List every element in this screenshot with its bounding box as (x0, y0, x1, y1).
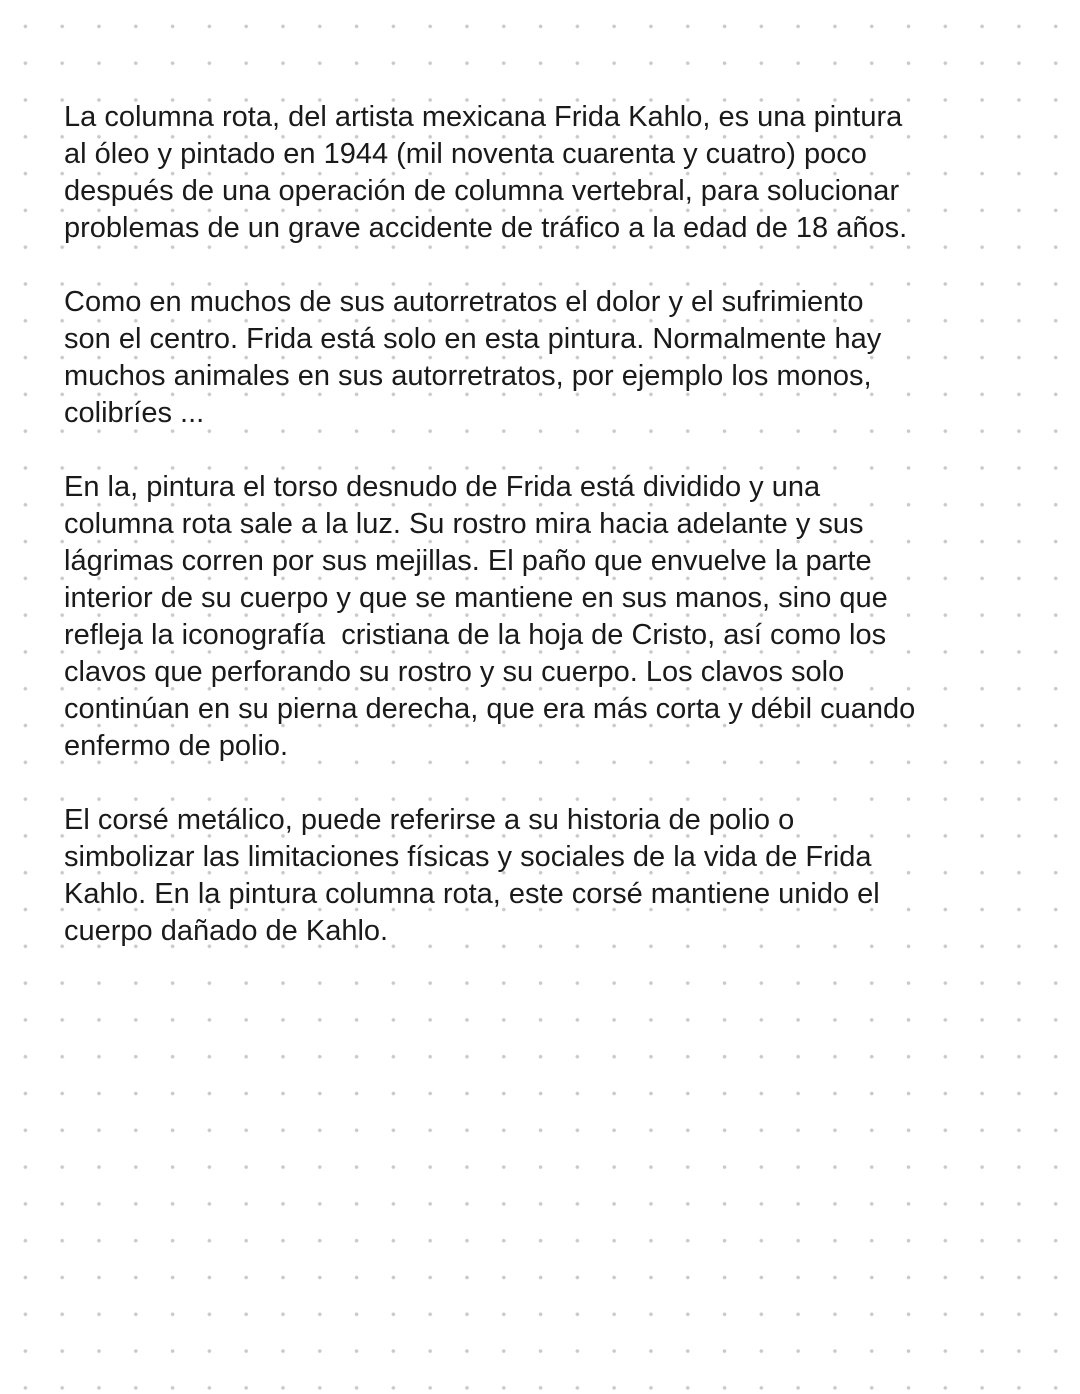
paragraph-1 (64, 99, 1054, 247)
note-text (64, 99, 1054, 987)
paragraph-2 (64, 284, 1054, 432)
text-line: La columna rota, del artista mexicana Frida Kahlo, es una pintura (64, 101, 903, 133)
text-line: Como en muchos de sus autorretratos el dolor y el sufrimiento (64, 286, 864, 318)
text-line: colibríes ... (64, 397, 205, 429)
text-line: Kahlo. En la pintura columna rota, este corsé mantiene unido el (64, 878, 880, 910)
paragraph-3 (64, 469, 1054, 765)
text-line: columna rota sale a la luz. Su rostro mira hacia adelante y sus (64, 508, 864, 540)
text-line: cuerpo dañado de Kahlo. (64, 915, 389, 947)
text-line: simbolizar las limitaciones físicas y sociales de la vida de Frida (64, 841, 872, 873)
text-line: al óleo y pintado en 1944 (mil noventa cuarenta y cuatro) poco (64, 138, 867, 170)
text-line: interior de su cuerpo y que se mantiene en sus manos, sino que (64, 582, 888, 614)
text-line: En la, pintura el torso desnudo de Frida está dividido y una (64, 471, 821, 503)
text-line: lágrimas corren por sus mejillas. El paño que envuelve la parte (64, 545, 872, 577)
text-line: enfermo de polio. (64, 730, 289, 762)
text-line: problemas de un grave accidente de tráfico a la edad de 18 años. (64, 212, 908, 244)
text-line: son el centro. Frida está solo en esta pintura. Normalmente hay (64, 323, 882, 355)
paragraph-4 (64, 802, 1054, 950)
text-line: continúan en su pierna derecha, que era más corta y débil cuando (64, 693, 916, 725)
text-line: muchos animales en sus autorretratos, por ejemplo los monos, (64, 360, 872, 392)
text-line: refleja la iconografía cristiana de la hoja de Cristo, así como los (64, 619, 887, 651)
text-line: El corsé metálico, puede referirse a su historia de polio o (64, 804, 795, 836)
text-line: clavos que perforando su rostro y su cuerpo. Los clavos solo (64, 656, 845, 688)
text-line: después de una operación de columna vertebral, para solucionar (64, 175, 900, 207)
